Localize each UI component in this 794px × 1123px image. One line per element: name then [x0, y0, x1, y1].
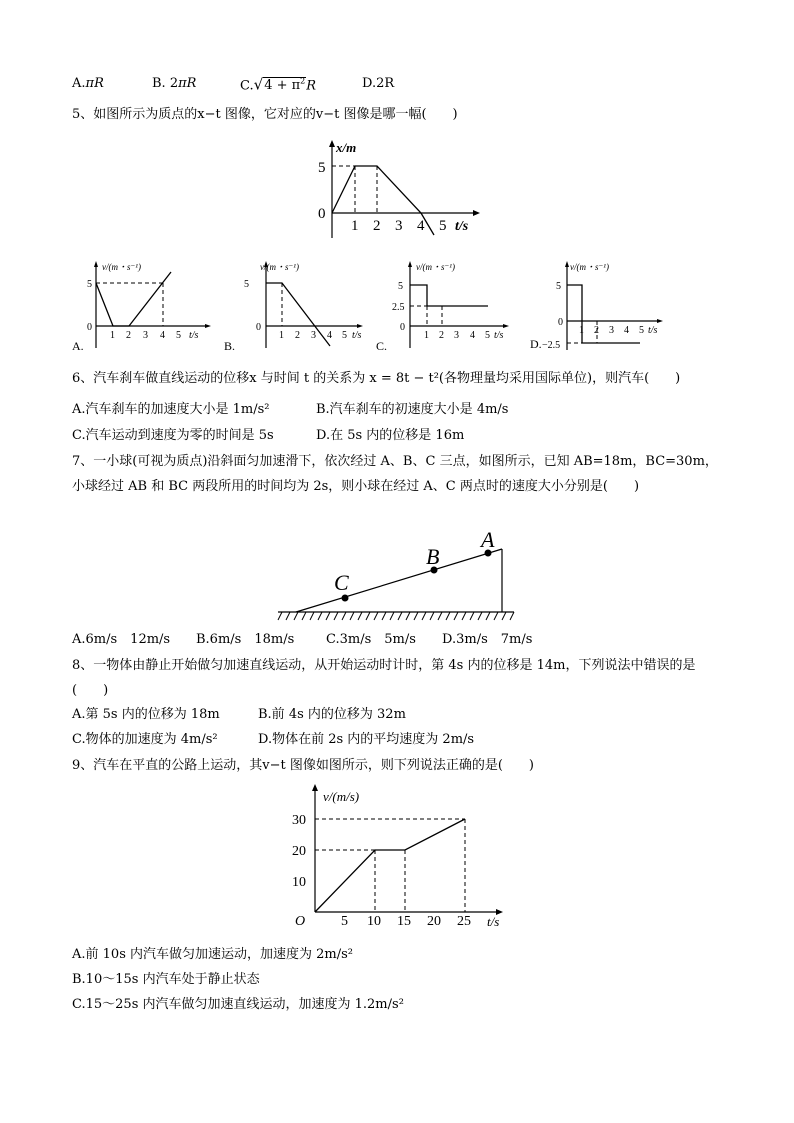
q8-question: 8、一物体由静止开始做匀加速直线运动，从开始运动时计时，第 4s 内的位移是 14m，下列说法中错误的是( ) — [72, 658, 696, 698]
x-tick-label: 4 — [624, 325, 629, 336]
y-tick-label: 5 — [244, 279, 249, 290]
q6-option-b: B.汽车刹车的初速度大小是 4m/s — [316, 402, 509, 417]
y-tick-label: 10 — [292, 875, 306, 890]
option-letter: B. — [224, 339, 236, 353]
x-tick-label: 5 — [439, 218, 447, 234]
x-tick-label: 3 — [143, 330, 148, 341]
q7-option-c: C.3m/s 5m/s — [326, 632, 416, 647]
x-tick-label: 25 — [457, 914, 471, 929]
q7-option-a: A.6m/s 12m/s — [72, 632, 171, 647]
q5-xt-graph — [310, 140, 480, 240]
x-tick-label: 1 — [279, 330, 284, 341]
y-axis-label: v/(m・s⁻¹) — [102, 262, 141, 272]
x-tick-label: 4 — [160, 330, 165, 341]
x-axis-label: t/s — [494, 330, 504, 341]
x-axis-label: t/s — [352, 330, 362, 341]
y-axis-label: v/(m・s⁻¹) — [260, 262, 299, 272]
option-letter: A. — [72, 339, 84, 353]
y-axis-label: x/m — [336, 140, 357, 155]
q6-option-c: C.汽车运动到速度为零的时间是 5s — [72, 428, 274, 443]
q7-incline-diagram — [278, 528, 518, 628]
q8-option-b: B.前 4s 内的位移为 32m — [258, 707, 406, 722]
y-axis-label: v/(m・s⁻¹) — [570, 262, 609, 272]
x-tick-label: 2 — [439, 330, 444, 341]
origin-label: O — [295, 914, 306, 929]
q4-option-d: D.2R — [362, 76, 395, 91]
x-axis-label: t/s — [487, 914, 500, 929]
x-tick-label: 1 — [110, 330, 115, 341]
y-axis-label: v/(m・s⁻¹) — [416, 262, 455, 272]
y-tick-label: 5 — [318, 160, 326, 176]
x-axis-label: t/s — [189, 330, 199, 341]
q9-option-b: B.10～15s 内汽车处于静止状态 — [72, 972, 260, 987]
q9-vt-graph — [280, 784, 510, 934]
q5-option-d-graph — [530, 258, 670, 354]
x-tick-label: 1 — [579, 325, 584, 336]
q9-question: 9、汽车在平直的公路上运动，其v−t 图像如图所示，则下列说法正确的是( ) — [72, 758, 535, 773]
y-tick-label: 30 — [292, 813, 306, 828]
q6-question: 6、汽车刹车做直线运动的位移x 与时间 t 的关系为 x = 8t − t²(各物理量均采用国际单位)，则汽车( ) — [72, 371, 681, 386]
q6-option-d: D.在 5s 内的位移是 16m — [316, 428, 465, 443]
origin-label: 0 — [558, 317, 563, 328]
q5-option-a-graph — [72, 258, 212, 354]
origin-label: 0 — [256, 322, 261, 333]
q8-option-d: D.物体在前 2s 内的平均速度为 2m/s — [258, 732, 475, 747]
q4-option-c: $C.√4 + \pi^2R$ — [240, 75, 317, 94]
x-tick-label: 5 — [176, 330, 181, 341]
x-tick-label: 4 — [470, 330, 475, 341]
x-tick-label: 4 — [327, 330, 332, 341]
option-letter: D. — [530, 337, 542, 351]
origin-label: 0 — [400, 322, 405, 333]
x-tick-label: 10 — [367, 914, 381, 929]
x-tick-label: 15 — [397, 914, 411, 929]
q7-option-b: B.6m/s 18m/s — [196, 632, 295, 647]
y-tick-label: 20 — [292, 844, 306, 859]
x-tick-label: 5 — [341, 914, 348, 929]
x-tick-label: 3 — [311, 330, 316, 341]
q9-option-a: A.前 10s 内汽车做匀加速运动，加速度为 2m/s² — [72, 947, 353, 962]
point-c — [342, 595, 349, 602]
origin-label: 0 — [318, 206, 326, 222]
y-tick-label: 2.5 — [392, 302, 405, 313]
y-tick-label: 5 — [556, 281, 561, 292]
option-letter: C. — [376, 339, 388, 353]
x-tick-label: 3 — [454, 330, 459, 341]
q7-option-d: D.3m/s 7m/s — [442, 632, 533, 647]
q8-option-c: C.物体的加速度为 4m/s² — [72, 732, 218, 747]
q8-option-a: A.第 5s 内的位移为 18m — [72, 707, 220, 722]
point-a-label: A — [481, 527, 495, 552]
q4-option-a: A.πR — [72, 76, 104, 91]
x-tick-label: 2 — [295, 330, 300, 341]
x-tick-label: 5 — [342, 330, 347, 341]
q7-question: 7、一小球(可视为质点)沿斜面匀加速滑下，依次经过 A、B、C 三点，如图所示，已知 AB=18m，BC=30m，小球经过 AB 和 BC 两段所用的时间均为 2s，则小球在经过 A、C 两点时的速度大小分别是( ) — [72, 454, 718, 494]
x-tick-label: 2 — [373, 218, 381, 234]
x-axis-label: t/s — [648, 325, 658, 336]
q5-option-c-graph — [376, 258, 516, 354]
y-tick-label: 5 — [398, 281, 403, 292]
q6-option-a: A.汽车刹车的加速度大小是 1m/s² — [72, 402, 270, 417]
y-tick-label: 5 — [87, 279, 92, 290]
x-tick-label: 1 — [351, 218, 359, 234]
x-tick-label: 5 — [485, 330, 490, 341]
origin-label: 0 — [87, 322, 92, 333]
x-tick-label: 20 — [427, 914, 441, 929]
y-tick-label: −2.5 — [542, 340, 561, 351]
point-b-label: B — [426, 544, 440, 569]
q4-option-b: B. 2πR — [152, 76, 197, 91]
x-tick-label: 1 — [424, 330, 429, 341]
q9-option-c: C.15～25s 内汽车做匀加速直线运动，加速度为 1.2m/s² — [72, 997, 404, 1012]
x-axis-label: t/s — [455, 219, 469, 234]
x-tick-label: 2 — [594, 325, 599, 336]
x-tick-label: 3 — [609, 325, 614, 336]
x-tick-label: 4 — [417, 218, 425, 234]
x-tick-label: 2 — [126, 330, 131, 341]
x-tick-label: 3 — [395, 218, 403, 234]
q5-question: 5、如图所示为质点的x−t 图像，它对应的v−t 图像是哪一幅( ) — [72, 107, 458, 122]
y-axis-label: v/(m/s) — [323, 789, 360, 804]
q5-option-b-graph — [224, 258, 364, 354]
x-tick-label: 5 — [639, 325, 644, 336]
point-c-label: C — [334, 570, 349, 595]
